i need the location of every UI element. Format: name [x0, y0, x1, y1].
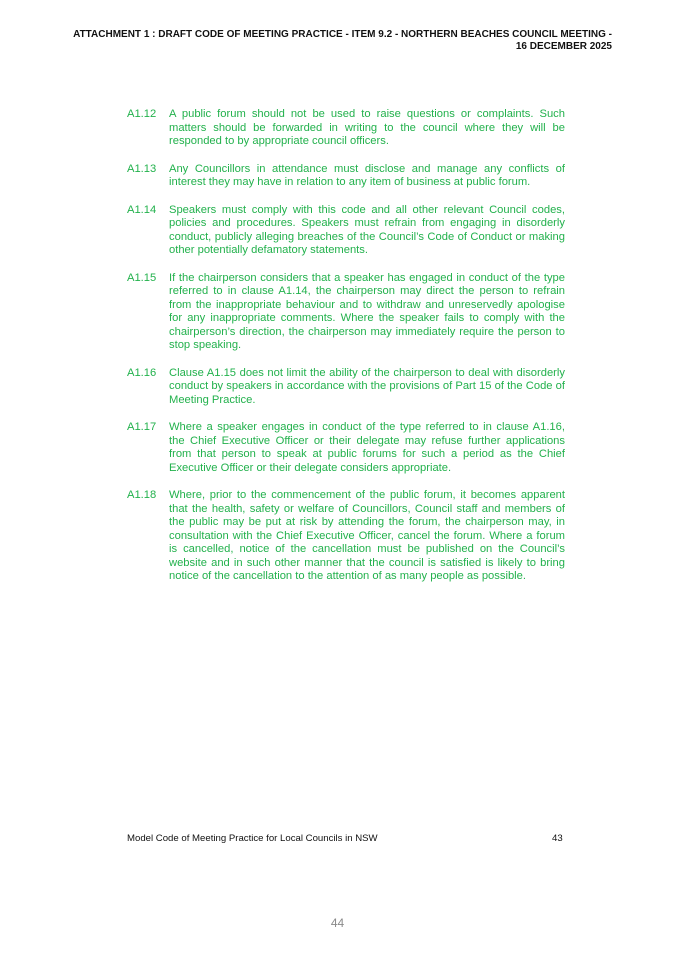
clause-item: [127, 489, 565, 584]
clause-text: Speakers must comply with this code and all other relevant Council codes, policies and procedures. Speakers must refrain from engaging in disorderly conduct, publicly alleging breaches of the Council’s Code of Conduct or making other potentially defamatory statements.: [169, 203, 565, 256]
clause-text: Where, prior to the commencement of the public forum, it becomes apparent that the health, safety or welfare of Councillors, Council staff and members of the public may be put at risk by attending the forum, the chairperson may, in consultation with the Chief Executive Officer, cancel the forum. Where a forum is cancelled, notice of the cancellation must be published on the Council’s website and in such other manner that the council is satisfied is likely to bring notice of the cancellation to the attention of as many people as possible.: [169, 489, 565, 582]
clause-list: [127, 108, 565, 598]
clause-item: [127, 272, 565, 353]
clause-text: Clause A1.15 does not limit the ability of the chairperson to deal with disorderly conduct by speakers in accordance with the provisions of Part 15 of the Code of Meeting Practice.: [169, 366, 565, 406]
clause-text: Where a speaker engages in conduct of the type referred to in clause A1.16, the Chief Executive Officer or their delegate may refuse further applications from that person to speak at public forums for such a period as the Chief Executive Officer or their delegate considers appropriate.: [169, 421, 565, 474]
clause-text: If the chairperson considers that a speaker has engaged in conduct of the type referred to in clause A1.14, the chairperson may direct the person to refrain from the inappropriate behaviour and to withdraw and unreservedly apologise for any inappropriate comments. Where the speaker fails to comply with the chairperson’s direction, the chairperson may immediately require the person to stop speaking.: [169, 271, 565, 351]
clause-item: [127, 108, 565, 149]
clause-item: [127, 367, 565, 408]
clause-item: [127, 204, 565, 258]
pdf-page-number: 44: [330, 916, 345, 930]
clause-number: A1.14: [127, 203, 157, 216]
clause-number: A1.16: [127, 366, 157, 379]
clause-text: A public forum should not be used to raise questions or complaints. Such matters should be forwarded in writing to the council where they will be responded to by appropriate council officers.: [169, 108, 565, 147]
attachment-header: [40, 29, 612, 53]
clause-number: A1.18: [127, 489, 157, 501]
footer-document-title: Model Code of Meeting Practice for Local Councils in NSW: [127, 833, 378, 844]
clause-number: A1.15: [127, 271, 157, 284]
footer-page-number: 43: [552, 833, 563, 844]
clause-item: [127, 421, 565, 475]
clause-item: [127, 163, 565, 190]
header-line-2: 16 DECEMBER 2025: [515, 41, 612, 52]
header-line-1: ATTACHMENT 1 : DRAFT CODE OF MEETING PRACTICE - ITEM 9.2 - NORTHERN BEACHES COUNCIL MEETING -: [73, 29, 612, 40]
clause-number: A1.13: [127, 162, 157, 175]
clause-text: Any Councillors in attendance must disclose and manage any conflicts of interest they may have in relation to any item of business at public forum.: [169, 162, 565, 188]
clause-number: A1.17: [127, 421, 157, 433]
clause-number: A1.12: [127, 108, 157, 120]
